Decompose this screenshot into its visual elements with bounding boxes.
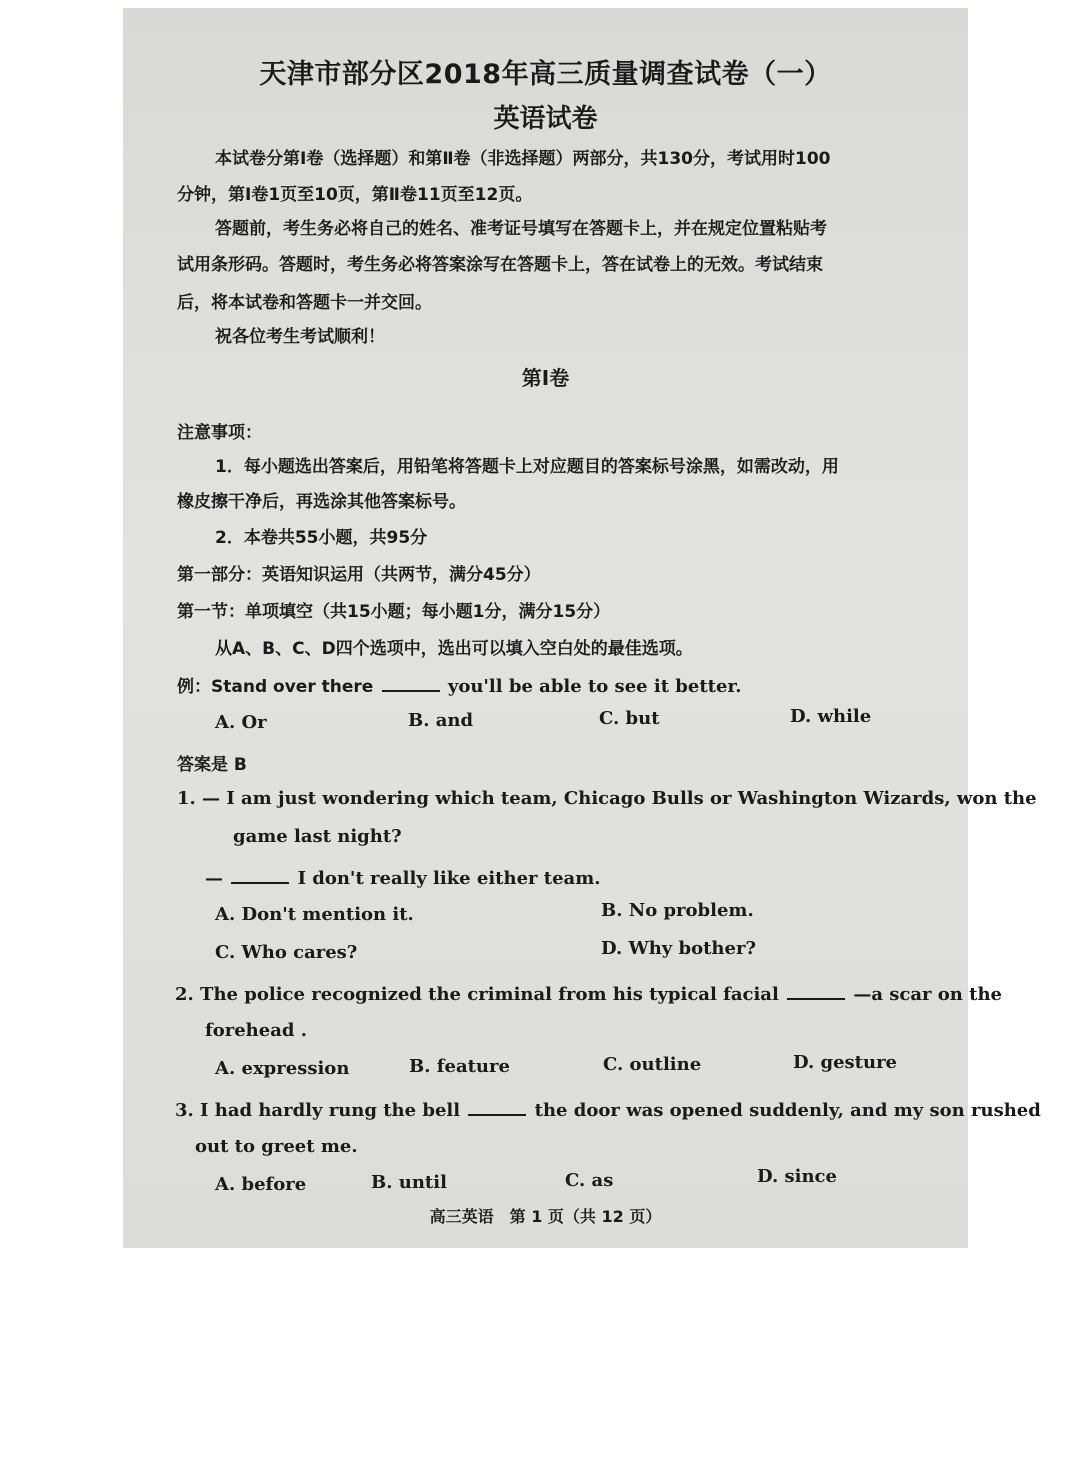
notice-item: 1．每小题选出答案后，用铅笔将答题卡上对应题目的答案标号涂黑，如需改动，用 [215,457,839,477]
option: B. and [408,710,474,731]
question-2-stem-cont: forehead . [205,1020,308,1041]
intro-line: 答题前，考生务必将自己的姓名、准考证号填写在答题卡上，并在规定位置粘贴考 [215,219,827,239]
question-2-stem [175,980,1002,1005]
option: D. gesture [793,1052,898,1073]
question-1-reply [205,864,601,889]
option: D. while [790,706,872,727]
question-1-stem-cont: game last night? [233,826,402,847]
notice-title: 注意事项： [177,423,262,443]
question-3-stem [175,1096,1041,1121]
option: C. as [565,1170,614,1191]
page-footer: 高三英语 第 1 页（共 12 页） [429,1207,662,1226]
blank-line [468,1096,526,1116]
intro-line: 后，将本试卷和答题卡一并交回。 [177,293,432,313]
intro-wish: 祝各位考生考试顺利！ [215,327,385,347]
blank-line [787,980,845,1000]
question-1-stem: 1. — I am just wondering which team, Chicago Bulls or Washington Wizards, won the [177,788,1037,809]
exam-page-photo [123,8,1041,1248]
notice-item: 2．本卷共55小题，共95分 [215,528,428,548]
blank-line [382,672,440,692]
reply-dash: — [205,868,223,889]
option: B. until [371,1172,447,1193]
instruction: 从A、B、C、D四个选项中，选出可以填入空白处的最佳选项。 [215,639,693,659]
option: C. outline [603,1054,702,1075]
question-3-stem-cont: out to greet me. [195,1136,358,1157]
exam-subject: 英语试卷 [493,104,598,134]
exam-title: 天津市部分区2018年高三质量调查试卷（一） [259,59,832,90]
option: B. No problem. [601,900,754,921]
blank-line [231,864,289,884]
option: A. expression [215,1058,350,1079]
option: A. Don't mention it. [215,904,414,925]
notice-item: 橡皮擦干净后，再选涂其他答案标号。 [177,492,466,512]
stem-text: 2. The police recognized the criminal from his typical facial [175,984,779,1005]
option: C. Who cares? [215,942,358,963]
option: A. Or [215,712,267,733]
option: D. since [757,1166,837,1187]
intro-line: 分钟，第Ⅰ卷1页至10页，第Ⅱ卷11页至12页。 [177,185,533,205]
option: B. feature [409,1056,510,1077]
section-heading: 第Ⅰ卷 [521,366,570,390]
example-stem [177,672,742,697]
example-prefix: 例：Stand over there [177,677,374,697]
part-heading: 第一部分：英语知识运用（共两节，满分45分） [177,565,541,585]
option: C. but [599,708,660,729]
option: A. before [215,1174,307,1195]
stem-text: 3. I had hardly rung the bell [175,1100,461,1121]
option: D. Why bother? [601,938,757,959]
example-suffix: you'll be able to see it better. [447,676,742,697]
intro-line: 本试卷分第Ⅰ卷（选择题）和第Ⅱ卷（非选择题）两部分，共130分，考试用时100 [215,149,831,169]
stem-text: the door was opened suddenly, and my son rushed [534,1100,1041,1121]
example-answer: 答案是 B [177,755,247,775]
stem-text: —a scar on the [853,984,1003,1005]
reply-text: I don't really like either team. [297,868,601,889]
subpart-heading: 第一节：单项填空（共15小题；每小题1分，满分15分） [177,602,611,622]
intro-line: 试用条形码。答题时，考生务必将答案涂写在答题卡上，答在试卷上的无效。考试结束 [177,255,823,275]
